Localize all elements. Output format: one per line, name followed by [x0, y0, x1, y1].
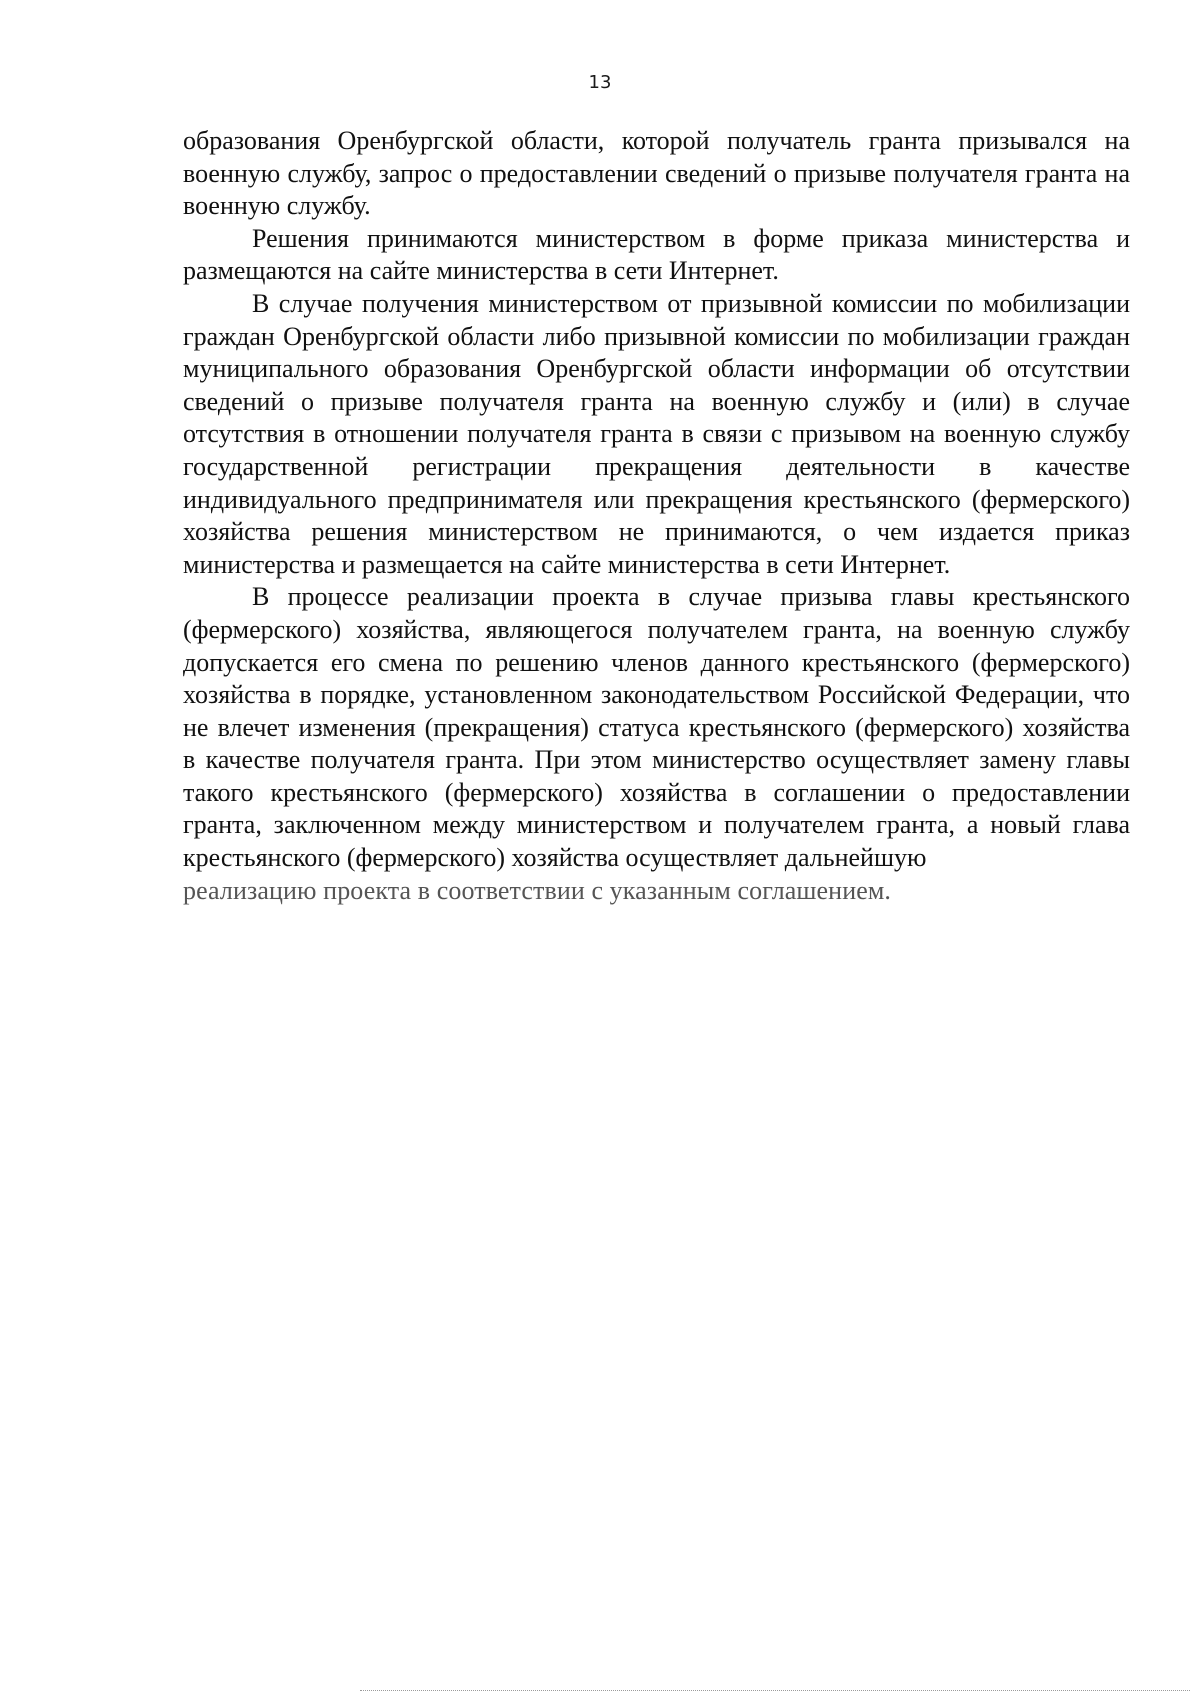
paragraph-head-replacement: В процессе реализации проекта в случае призыва главы крестьянского (фермерского) хозяйства, являющегося получателем гранта, на военную службу допускается его смена по решению членов данного крестьянского (фермерского) хозяйства в порядке, установленном законодательством Российской Федерации, что не влечет изменения (прекращения) статуса крестьянского (фермерского) хозяйства в качестве получателя гранта. При этом министерство осуществляет замену главы такого крестьянского (фермерского) хозяйства в соглашении о предоставлении гранта, заключенном между министерством и получателем гранта, а новый глава крестьянского (фермерского) хозяйства осуществляет дальнейшую — [183, 582, 1130, 873]
paragraph-decisions: Решения принимаются министерством в форме приказа министерства и размещаются на сайте министерства в сети Интернет. — [183, 223, 1130, 286]
paragraph-head-replacement-last-line: реализацию проекта в соответствии с указанным соглашением. — [183, 875, 892, 905]
paragraph-continuation: образования Оренбургской области, которой получатель гранта призывался на военную службу, запрос о предоставлении сведений о призыве получателя гранта на военную службу. — [183, 126, 1130, 221]
page-number: 13 — [588, 72, 612, 93]
scan-edge-line — [360, 1690, 1190, 1691]
paragraph-no-conscription-info: В случае получения министерством от призывной комиссии по мобилизации граждан Оренбургской области либо призывной комиссии по мобилизации граждан муниципального образования Оренбургской области информации об отсутствии сведений о призыве получателя гранта на военную службу и (или) в случае отсутствия в отношении получателя гранта в связи с призывом на военную службу государственной регистрации прекращения деятельности в качестве индивидуального предпринимателя или прекращения крестьянского (фермерского) хозяйства решения министерством не принимаются, о чем издается приказ министерства и размещается на сайте министерства в сети Интернет. — [183, 288, 1130, 579]
document-body — [183, 125, 1130, 907]
